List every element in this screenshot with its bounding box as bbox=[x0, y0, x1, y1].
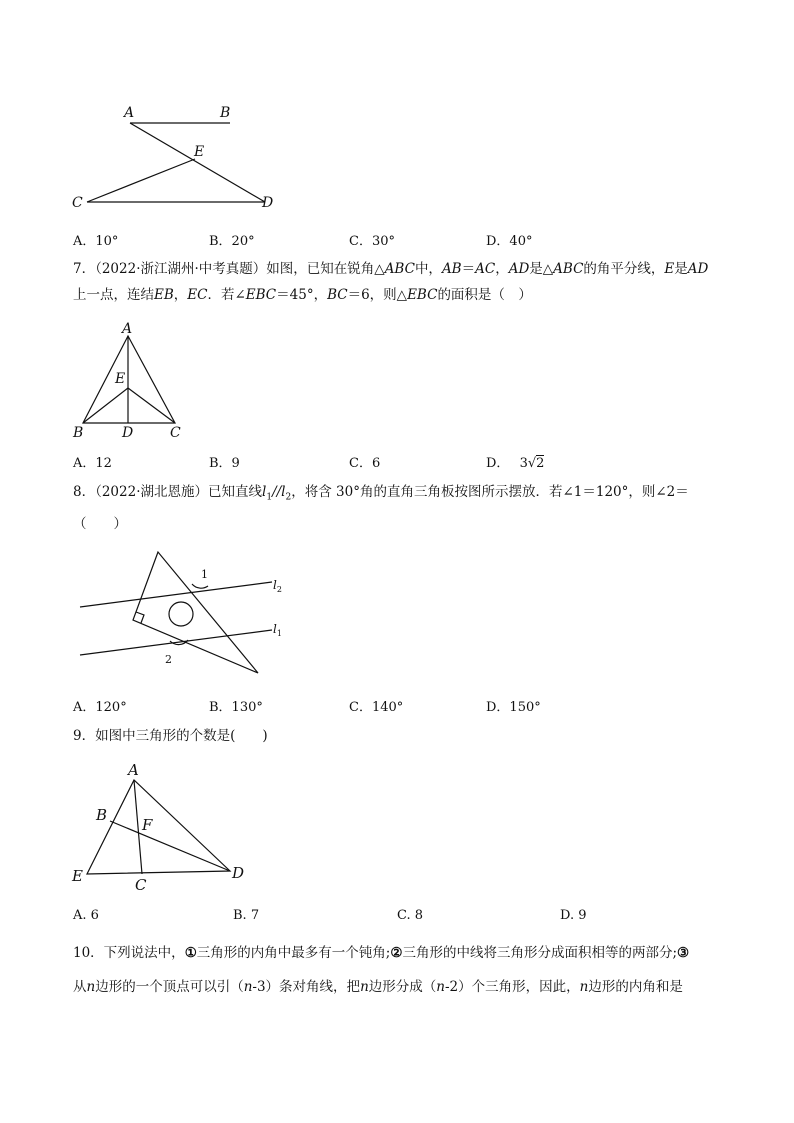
q8-label-l1: $l_1$ bbox=[273, 622, 282, 638]
q7-text: 是 bbox=[674, 261, 688, 277]
q6-segment-ad bbox=[130, 123, 265, 202]
q10-var: n bbox=[243, 979, 253, 995]
circled-2-icon: ② bbox=[390, 945, 403, 961]
q7-label-a: A bbox=[122, 321, 133, 337]
q6-option-a[interactable]: A．10° bbox=[73, 234, 119, 249]
q9-option-d[interactable]: D. 9 bbox=[560, 908, 587, 923]
q6-option-d[interactable]: D．40° bbox=[486, 234, 533, 249]
q8-line1 bbox=[73, 479, 733, 511]
q8-angle-1-arc bbox=[192, 584, 208, 588]
q7-text: 上一点，连结 bbox=[73, 287, 154, 303]
q7-segment-ec bbox=[128, 388, 175, 423]
q8-l2-sub: 2 bbox=[285, 492, 292, 503]
q10-text: 边形的一个顶点可以引（ bbox=[95, 979, 244, 995]
q10-var: n bbox=[360, 979, 369, 995]
q10-var: n bbox=[579, 979, 589, 995]
q7-segment-eb bbox=[83, 388, 128, 423]
q7-option-b[interactable]: B．9 bbox=[209, 456, 240, 471]
q7-var: EBC bbox=[245, 287, 277, 303]
q6-label-a: A bbox=[124, 105, 135, 121]
q7-number: 7． bbox=[73, 261, 96, 277]
q6-option-c[interactable]: C．30° bbox=[349, 234, 395, 249]
q7-text: ＝45°， bbox=[276, 287, 328, 303]
q7-text: 如图，已知在锐角△ bbox=[266, 261, 385, 277]
q8-option-c[interactable]: C．140° bbox=[349, 700, 404, 715]
sqrt-icon: √ bbox=[527, 456, 537, 471]
q7-source: （2022·浙江湖州·中考真题） bbox=[95, 261, 267, 277]
radical-coef: 3 bbox=[519, 456, 528, 471]
q9-figure bbox=[70, 758, 260, 898]
q6-label-e: E bbox=[194, 144, 205, 160]
q8-option-a[interactable]: A．120° bbox=[73, 700, 127, 715]
q10-text: -3）条对角线，把 bbox=[252, 979, 361, 995]
q7-var: AD bbox=[687, 261, 709, 277]
q7-var: EC bbox=[187, 287, 208, 303]
q7-label-d: D bbox=[122, 425, 134, 441]
q7-text: ＝ bbox=[461, 261, 476, 277]
q10-text: 10．下列说法中， bbox=[73, 945, 185, 961]
q10-line2 bbox=[73, 970, 733, 1004]
q7-line1 bbox=[73, 256, 733, 282]
q8-text-b: ，将含 30°角的直角三角板按图所示摆放．若∠1＝120°，则∠2＝ bbox=[291, 484, 689, 500]
q8-stem bbox=[73, 479, 733, 537]
q8-label-angle-1: 1 bbox=[201, 568, 208, 581]
q10-text: -2）个三角形，因此， bbox=[444, 979, 580, 995]
q8-parallel: // bbox=[272, 484, 282, 500]
q7-text: 的角平分线， bbox=[583, 261, 665, 277]
q8-label-l2: $l_2$ bbox=[273, 578, 282, 594]
q7-text: 是△ bbox=[529, 261, 554, 277]
q7-text: ， bbox=[495, 261, 509, 277]
q7-var: ABC bbox=[553, 261, 584, 277]
q7-var: EBC bbox=[407, 287, 438, 303]
q8-l2: l bbox=[281, 484, 286, 500]
q9-label-b: B bbox=[96, 806, 108, 824]
q7-figure bbox=[65, 318, 195, 443]
q9-label-c: C bbox=[135, 876, 147, 894]
q6-segment-ce bbox=[87, 159, 195, 202]
q9-stem bbox=[73, 723, 733, 749]
q7-line2 bbox=[73, 282, 733, 308]
q7-var: ABC bbox=[384, 261, 415, 277]
circled-1-icon: ① bbox=[184, 945, 197, 961]
q7-var: EB bbox=[154, 287, 174, 303]
q7-var: AB bbox=[441, 261, 462, 277]
q7-option-c[interactable]: C．6 bbox=[349, 456, 381, 471]
q7-text: ＝6，则△ bbox=[347, 287, 408, 303]
q9-text: 9．如图中三角形的个数是( ) bbox=[73, 728, 268, 744]
q10-text: 边形分成（ bbox=[368, 979, 437, 995]
q8-label-angle-2: 2 bbox=[165, 653, 172, 666]
q9-label-e: E bbox=[72, 867, 83, 885]
q7-text: ．若∠ bbox=[207, 287, 246, 303]
radical-radicand: 2 bbox=[536, 456, 545, 471]
q9-segment-ac bbox=[134, 780, 142, 874]
q7-label-b: B bbox=[73, 425, 84, 441]
q7-text: ， bbox=[173, 287, 188, 303]
q9-options bbox=[73, 908, 733, 926]
q8-option-d[interactable]: D．150° bbox=[486, 700, 541, 715]
q8-line-l1 bbox=[80, 630, 272, 655]
q6-option-b[interactable]: B．20° bbox=[209, 234, 255, 249]
q8-l1-sub: 1 bbox=[266, 492, 273, 503]
q7-option-d-label: D． bbox=[486, 456, 510, 471]
q9-option-b[interactable]: B. 7 bbox=[233, 908, 260, 923]
q9-option-a[interactable]: A. 6 bbox=[73, 908, 99, 923]
q7-var: AC bbox=[475, 261, 496, 277]
q7-option-d-radical bbox=[520, 456, 545, 471]
q10-var: n bbox=[86, 979, 96, 995]
q10-text: 三角形的中线将三角形分成面积相等的两部分; bbox=[402, 945, 678, 961]
q8-l1: l bbox=[262, 484, 267, 500]
q10-text: 三角形的内角中最多有一个钝角; bbox=[196, 945, 391, 961]
q10-text: 边形的内角和是 bbox=[588, 979, 683, 995]
q6-label-c: C bbox=[72, 195, 83, 211]
q8-figure bbox=[75, 540, 305, 680]
q8-option-b[interactable]: B．130° bbox=[209, 700, 263, 715]
q9-option-c[interactable]: C. 8 bbox=[397, 908, 424, 923]
q8-source: （2022·湖北恩施） bbox=[95, 484, 208, 500]
q6-label-d: D bbox=[262, 195, 274, 211]
q6-figure bbox=[60, 95, 300, 220]
q7-label-c: C bbox=[170, 425, 181, 441]
q7-var: BC bbox=[327, 287, 348, 303]
q7-option-a[interactable]: A．12 bbox=[73, 456, 112, 471]
q9-label-a: A bbox=[128, 761, 139, 779]
q6-options bbox=[73, 230, 733, 248]
q9-label-f: F bbox=[142, 816, 153, 834]
q8-text-a: 已知直线 bbox=[208, 484, 262, 500]
q7-text: 的面积是（ ） bbox=[437, 287, 532, 303]
q7-text: 中， bbox=[414, 261, 442, 277]
q10-stem bbox=[73, 936, 733, 1004]
q9-triangle-aed bbox=[87, 780, 230, 874]
q8-line2: （ ） bbox=[73, 515, 127, 532]
q8-set-square-hole bbox=[169, 602, 193, 626]
q8-options bbox=[73, 696, 733, 714]
q10-line1 bbox=[73, 936, 733, 970]
q10-var: n bbox=[436, 979, 445, 995]
q9-segment-bd bbox=[110, 821, 230, 871]
q7-var: E bbox=[664, 261, 675, 277]
q7-label-e: E bbox=[115, 371, 126, 387]
q6-label-b: B bbox=[220, 105, 231, 121]
q8-number: 8． bbox=[73, 484, 96, 500]
q9-label-d: D bbox=[232, 864, 245, 882]
q8-set-square bbox=[133, 552, 258, 673]
q7-stem bbox=[73, 256, 733, 308]
q7-triangle-abc bbox=[83, 336, 175, 423]
q7-var: AD bbox=[508, 261, 530, 277]
q7-options bbox=[73, 452, 733, 470]
q10-text: 从 bbox=[73, 979, 87, 995]
q7-option-d[interactable] bbox=[486, 452, 544, 471]
circled-3-icon: ③ bbox=[677, 945, 690, 961]
